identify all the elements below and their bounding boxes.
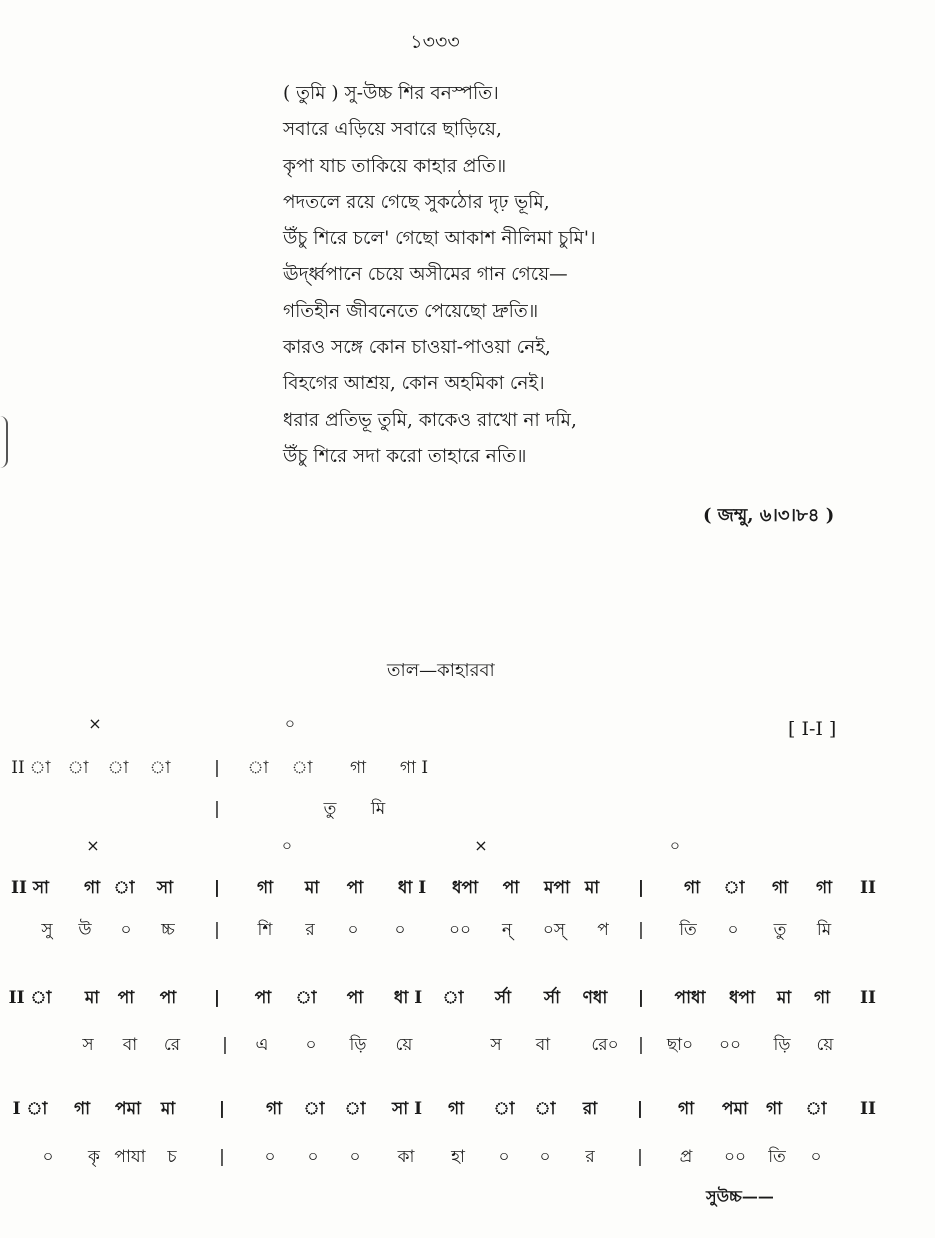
poem-line: গতিহীন জীবনেতে পেয়েছো দ্রুতি॥ — [283, 300, 539, 322]
lyric-syllable: ছা০ — [666, 1035, 694, 1055]
lyric-syllable: ০০ — [723, 1147, 747, 1167]
swar-note: র্সা — [543, 988, 561, 1008]
swar-note: II — [860, 1099, 876, 1119]
lyric-syllable: ০ — [120, 920, 132, 940]
swar-note: া — [29, 758, 51, 778]
lyric-syllable: ০ — [42, 1147, 54, 1167]
poem-line: কারও সঙ্গে কোন চাওয়া-পাওয়া নেই, — [283, 337, 551, 359]
swar-note: গা — [83, 878, 101, 898]
swar-note: ধপা — [729, 988, 755, 1008]
poem-line: উঁচু শিরে চলে' গেছো আকাশ নীলিমা চুমি'। — [283, 228, 596, 250]
swar-note: া — [534, 1099, 556, 1119]
swar-note: ধা I — [397, 878, 427, 898]
vibhag-divider: | — [214, 799, 220, 819]
beat-mark: ০ — [284, 714, 296, 733]
swar-note: া — [723, 878, 745, 898]
lyric-syllable: ০ — [264, 1147, 276, 1167]
lyric-syllable: উ — [78, 920, 92, 940]
swar-note: গা — [447, 1099, 465, 1119]
vibhag-divider: | — [213, 988, 221, 1008]
swar-note: র্সা — [494, 988, 512, 1008]
vibhag-divider: | — [638, 1035, 644, 1055]
swar-note: গা — [73, 1099, 91, 1119]
swar-note: II — [11, 758, 25, 778]
lyric-syllable: ০ — [727, 920, 739, 940]
vibhag-divider: | — [637, 988, 645, 1008]
lyric-syllable: তু — [323, 799, 337, 819]
poem-line: ( তুমি ) সু-উচ্চ শির বনস্পতি। — [283, 83, 499, 104]
swar-note: পা — [117, 988, 135, 1008]
swar-note: গা — [765, 1099, 783, 1119]
swar-note: গা I — [399, 758, 429, 778]
swar-note: গা — [813, 988, 831, 1008]
swar-note: া — [295, 988, 317, 1008]
lyric-syllable: য়ে — [816, 1035, 834, 1055]
swar-note: া — [291, 758, 313, 778]
lyric-syllable: চ্চ — [161, 920, 175, 940]
page-number: ১৩৩৩ — [410, 31, 460, 53]
beat-mark: × — [86, 836, 100, 855]
lyric-syllable: মি — [816, 920, 832, 940]
swar-note: I া — [12, 1099, 48, 1119]
vibhag-divider: | — [637, 1147, 643, 1167]
lyric-syllable: প — [597, 920, 609, 940]
swar-note: া — [149, 758, 171, 778]
lyric-syllable: র — [585, 1147, 595, 1167]
lyric-syllable: বা — [122, 1035, 138, 1055]
lyric-syllable: ০ — [539, 1147, 551, 1167]
swar-note: পমা — [115, 1099, 141, 1119]
swar-note: সা — [156, 878, 174, 898]
lyric-syllable: ০ — [394, 920, 406, 940]
lyric-syllable: তু — [773, 920, 787, 940]
lyric-syllable: ০০ — [718, 1035, 742, 1055]
swar-note: ধা I — [393, 988, 423, 1008]
lyric-syllable: ড়ি — [349, 1035, 367, 1055]
swar-note: সা I — [391, 1099, 423, 1119]
swar-note: মা — [304, 878, 320, 898]
swar-note: রা — [582, 1099, 598, 1119]
beat-mark: × — [88, 714, 102, 733]
vibhag-divider: | — [218, 1099, 226, 1119]
lyric-syllable: য়ে — [395, 1035, 413, 1055]
lyric-syllable: কা — [397, 1147, 415, 1167]
vibhag-divider: | — [219, 1147, 225, 1167]
swar-note: গা — [349, 758, 367, 778]
swar-note: া — [442, 988, 464, 1008]
lyric-syllable: র — [305, 920, 315, 940]
swar-note: া — [493, 1099, 515, 1119]
swar-note: মা — [160, 1099, 176, 1119]
swar-note: II া — [8, 988, 52, 1008]
poem-line: ঊর্দ্ধ্বপানে চেয়ে অসীমের গান গেয়ে— — [283, 264, 568, 286]
swar-note: পা — [346, 988, 364, 1008]
poem-line: কৃপা যাচ তাকিয়ে কাহার প্রতি॥ — [283, 155, 507, 177]
swar-note: া — [303, 1099, 325, 1119]
vibhag-divider: | — [636, 1099, 644, 1119]
beat-mark: ০ — [669, 836, 681, 855]
lyric-syllable: স — [490, 1035, 502, 1055]
swar-note: গা — [265, 1099, 283, 1119]
lyric-syllable: ০০ — [448, 920, 472, 940]
composition-date: ( জম্মু, ৬।৩।৮৪ ) — [703, 505, 835, 526]
poem-line: ধরার প্রতিভূ তুমি, কাকেও রাখো না দমি, — [283, 409, 577, 431]
lyric-syllable: ন্ — [501, 920, 513, 940]
lyric-syllable: ০ — [810, 1147, 822, 1167]
lyric-syllable: ০ — [349, 1147, 361, 1167]
vibhag-divider: | — [222, 1035, 228, 1055]
swar-note: গা — [815, 878, 833, 898]
swar-note: মা — [584, 878, 600, 898]
lyric-syllable: পাযা — [114, 1147, 146, 1167]
swar-note: া — [805, 1099, 827, 1119]
vibhag-divider: | — [213, 878, 221, 898]
lyric-syllable: সু — [41, 920, 53, 940]
swar-note: া — [113, 878, 135, 898]
lyric-syllable: ড়ি — [773, 1035, 791, 1055]
lyric-syllable: তি — [768, 1147, 786, 1167]
swar-note: ণধা — [582, 988, 608, 1008]
swar-note: পমা — [722, 1099, 748, 1119]
lyric-syllable: শি — [257, 920, 273, 940]
tala-heading: তাল—কাহারবা — [387, 660, 495, 681]
swar-note: গা — [256, 878, 274, 898]
page-edge-mark — [0, 416, 8, 468]
swar-note: গা — [771, 878, 789, 898]
vibhag-divider: | — [214, 758, 220, 778]
poem — [283, 76, 596, 475]
lyric-syllable: চ — [167, 1147, 177, 1167]
lyric-syllable: ০ — [347, 920, 359, 940]
vibhag-divider: | — [214, 920, 220, 940]
swar-note: া — [344, 1099, 366, 1119]
cycle-marker: [ I-I ] — [788, 718, 837, 740]
lyric-syllable: তি — [679, 920, 697, 940]
lyric-syllable: কৃ — [88, 1147, 100, 1167]
swar-note: মা — [776, 988, 792, 1008]
lyric-syllable: বা — [535, 1035, 551, 1055]
swar-note: II — [860, 988, 876, 1008]
poem-line: বিহগের আশ্রয়, কোন অহমিকা নেই। — [283, 373, 545, 395]
lyric-syllable: রে০ — [591, 1035, 619, 1055]
beat-mark: ০ — [281, 836, 293, 855]
beat-mark: × — [474, 836, 488, 855]
swar-note: মা — [84, 988, 100, 1008]
vibhag-divider: | — [638, 920, 644, 940]
swar-note: II — [860, 878, 876, 898]
poem-line: সবারে এড়িয়ে সবারে ছাড়িয়ে, — [283, 119, 502, 141]
swar-note: ধপা — [452, 878, 478, 898]
swar-note: গা — [677, 1099, 695, 1119]
lyric-syllable: মি — [370, 799, 386, 819]
swar-note: া — [107, 758, 129, 778]
lyric-syllable: ০ — [307, 1147, 319, 1167]
vibhag-divider: | — [637, 878, 645, 898]
lyric-syllable: রে — [163, 1035, 181, 1055]
lyric-syllable: ০স্ — [542, 920, 566, 940]
lyric-syllable: ০ — [305, 1035, 317, 1055]
swar-note: পা — [254, 988, 272, 1008]
swar-note: মপা — [544, 878, 570, 898]
lyric-syllable: হা — [451, 1147, 465, 1167]
swar-note: া — [247, 758, 269, 778]
swar-note: গা — [683, 878, 701, 898]
next-song-cue: সুউচ্চ—— — [706, 1187, 774, 1206]
swar-note: পা — [346, 878, 364, 898]
lyric-syllable: এ — [255, 1035, 269, 1055]
swar-note: া — [67, 758, 89, 778]
lyric-syllable: স — [82, 1035, 94, 1055]
poem-line: উঁচু শিরে সদা করো তাহারে নতি॥ — [283, 445, 527, 467]
swar-note: পা — [502, 878, 520, 898]
lyric-syllable: প্র — [679, 1147, 693, 1167]
swar-note: পাধা — [674, 988, 706, 1008]
poem-line: পদতলে রয়ে গেছে সুকঠোর দৃঢ় ভূমি, — [283, 191, 550, 213]
swar-note: II সা — [11, 878, 49, 898]
swar-note: পা — [159, 988, 177, 1008]
lyric-syllable: ০ — [498, 1147, 510, 1167]
